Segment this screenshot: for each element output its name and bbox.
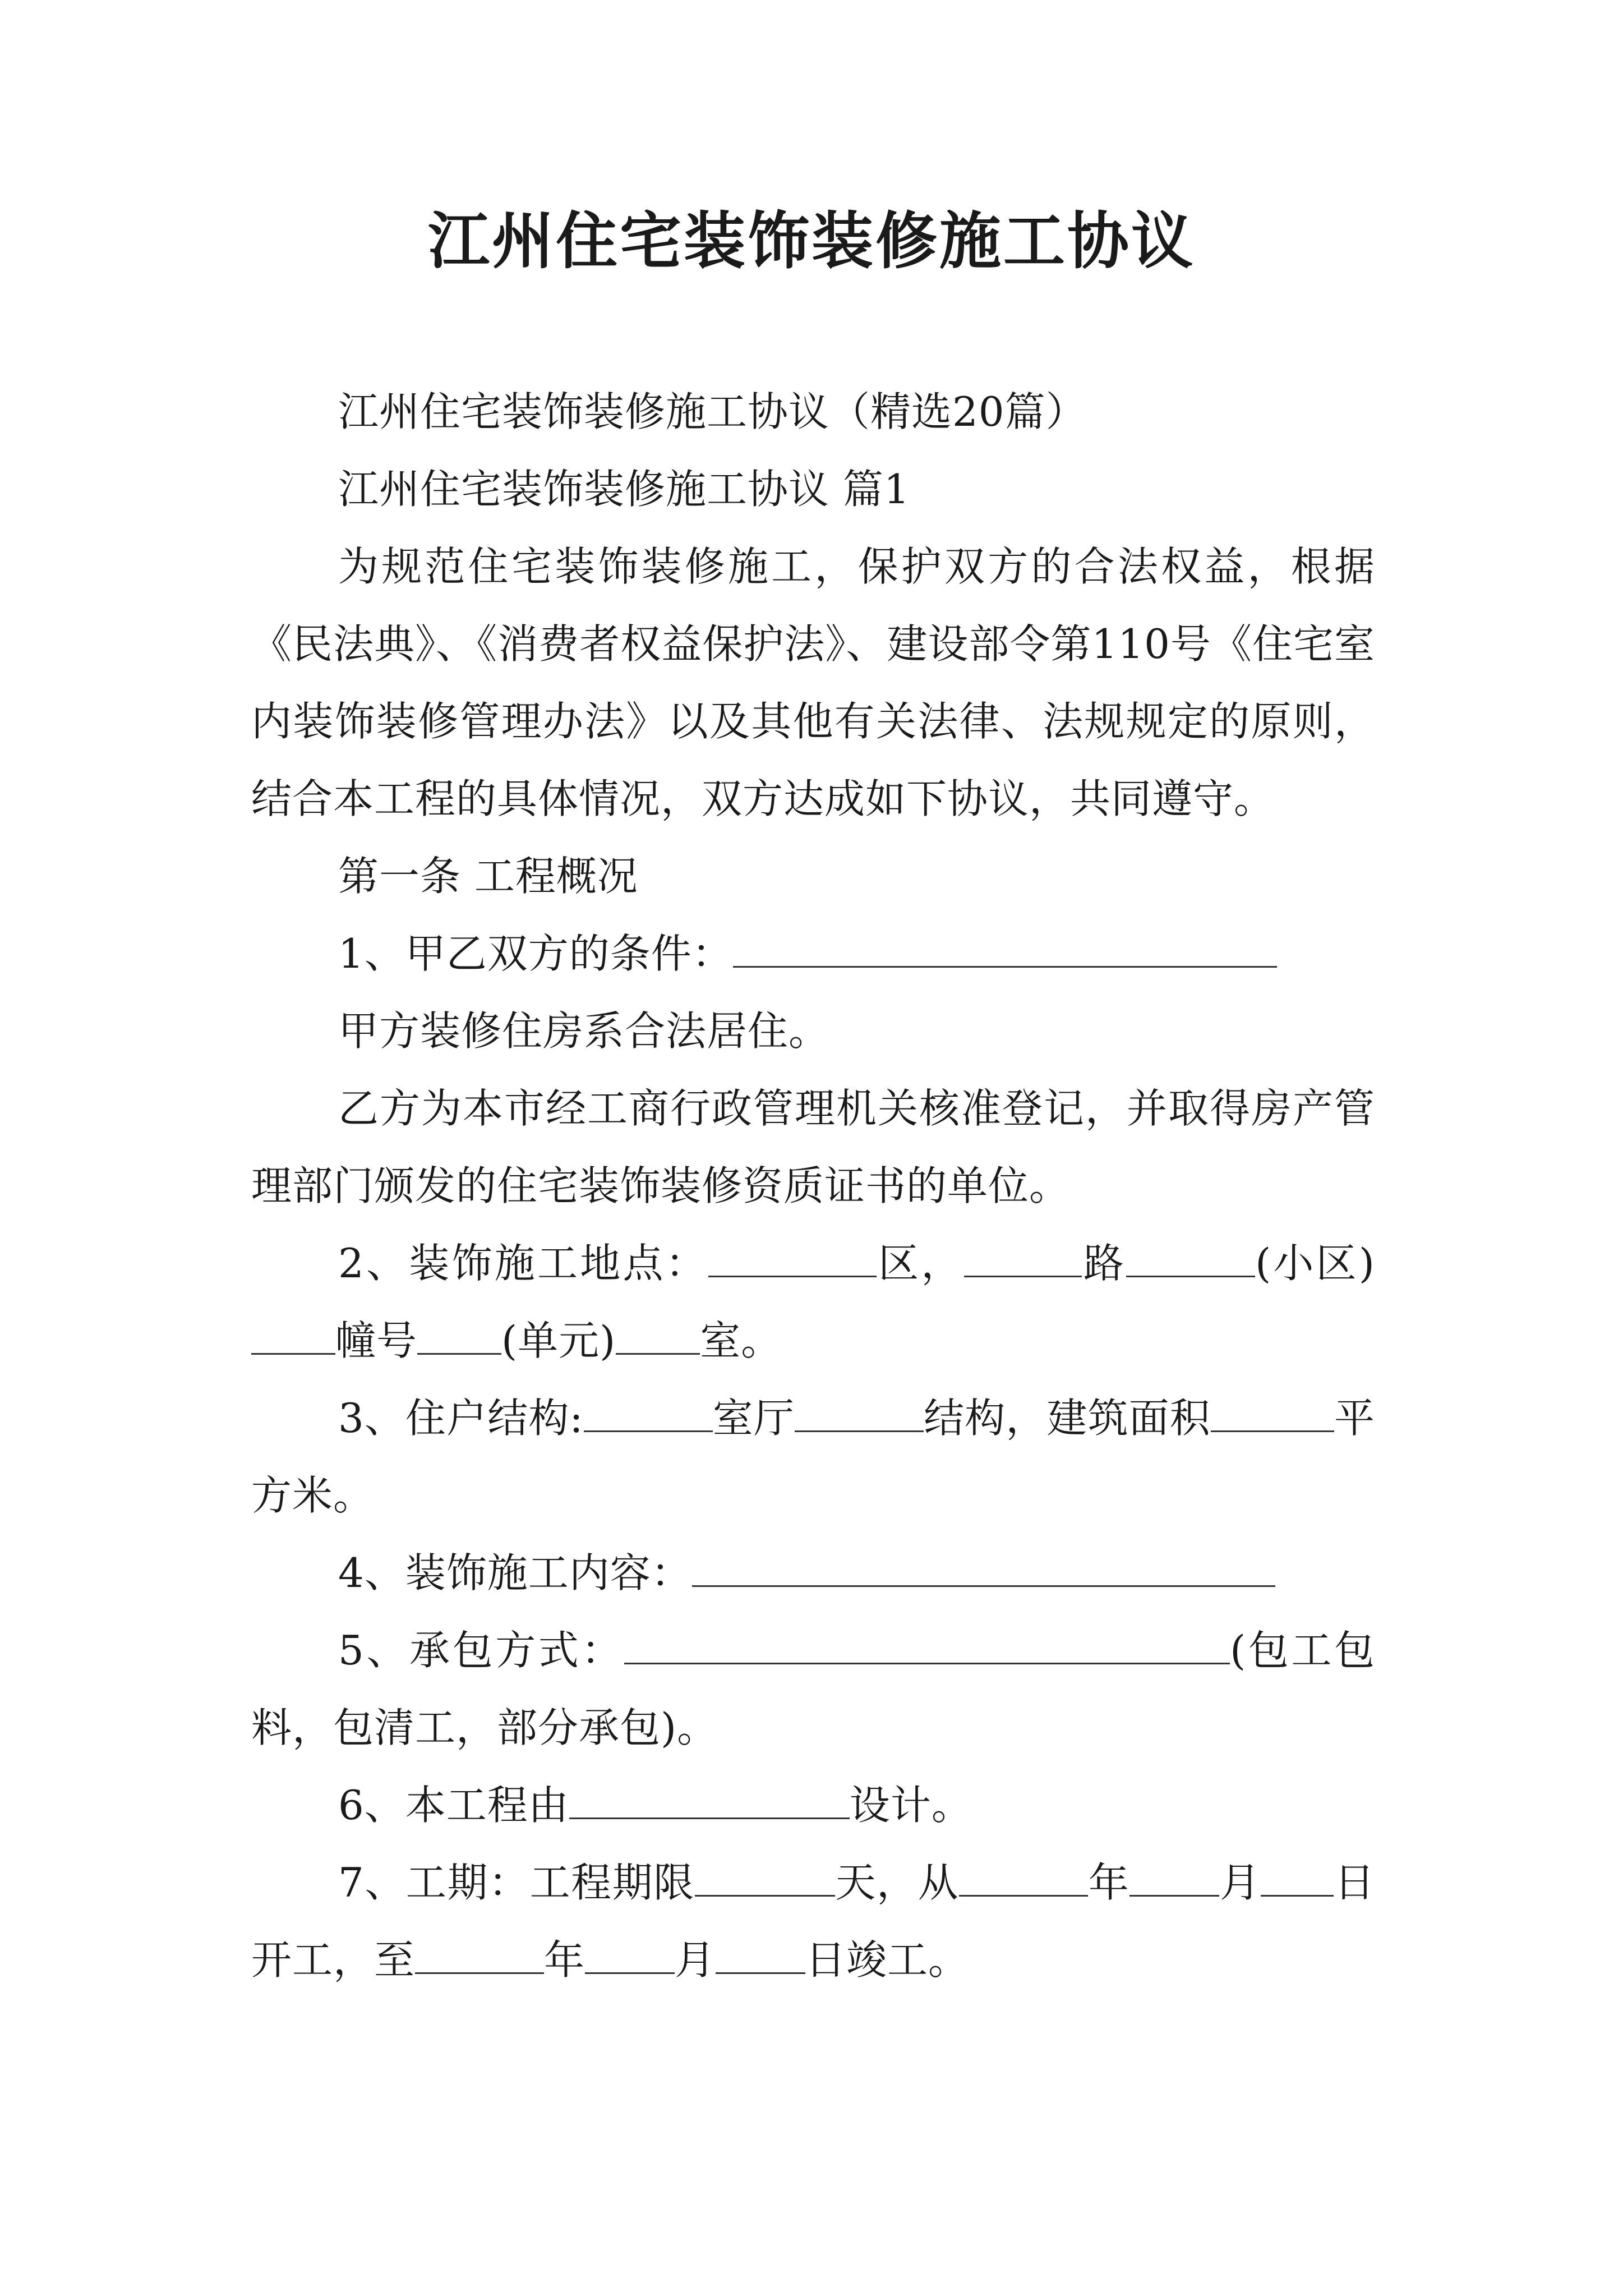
- party-a-paragraph: 甲方装修住房系合法居住。: [338, 1007, 830, 1055]
- intro-paragraph: 为规范住宅装饰装修施工，保护双方的合法权益，根据《民法典》、《消费者权益保护法》、建设部令第110号《住宅室内装饰装修管理办法》以及其他有关法律、法规规定的原则，结合本工程的具体情况，双方达成如下协议，共同遵守。: [251, 543, 1375, 822]
- rooms-blank[interactable]: [584, 1396, 713, 1432]
- item-7-text-4: 月: [1219, 1859, 1261, 1906]
- document-body: [251, 373, 1375, 1999]
- item-7-text-5: 日开工，至: [251, 1859, 1375, 1984]
- room-blank[interactable]: [616, 1318, 700, 1355]
- item-7-text-8: 日竣工。: [805, 1936, 970, 1984]
- item-7-text-2: 天，从: [834, 1859, 960, 1906]
- road-blank[interactable]: [964, 1241, 1082, 1277]
- item-3-text-1: 3、住户结构:: [338, 1395, 584, 1442]
- item-7-text-1: 7、工期：工程期限: [338, 1859, 695, 1906]
- item-2-text-6: (单元): [501, 1317, 616, 1364]
- item-5-text-2: (包工包料，包清工，部分承包)。: [251, 1627, 1375, 1751]
- item-4: [251, 1534, 1375, 1612]
- item-1: [251, 915, 1375, 992]
- section-heading: 江州住宅装饰装修施工协议 篇1: [338, 466, 910, 513]
- structure-blank[interactable]: [795, 1396, 924, 1432]
- building-number-blank[interactable]: [251, 1318, 335, 1355]
- community-blank[interactable]: [1126, 1241, 1255, 1277]
- item-4-label: 4、装饰施工内容：: [338, 1549, 692, 1596]
- floor-area-blank[interactable]: [1211, 1396, 1334, 1432]
- item-5: [251, 1612, 1375, 1766]
- item-2-text-3: 路: [1081, 1240, 1127, 1287]
- document-subtitle: 江州住宅装饰装修施工协议（精选20篇）: [338, 388, 1087, 435]
- item-6: [251, 1766, 1375, 1844]
- item-2-text-7: 室。: [700, 1317, 782, 1364]
- item-5-text-1: 5、承包方式：: [338, 1627, 625, 1674]
- designer-blank[interactable]: [569, 1783, 850, 1819]
- article-heading: 第一条 工程概况: [338, 853, 638, 900]
- start-month-blank[interactable]: [1129, 1860, 1219, 1897]
- item-3-text-3: 结构，建筑面积: [924, 1395, 1211, 1442]
- end-month-blank[interactable]: [585, 1938, 675, 1974]
- contract-method-blank[interactable]: [624, 1628, 1230, 1664]
- party-b-paragraph: 乙方为本市经工商行政管理机关核准登记，并取得房产管理部门颁发的住宅装饰装修资质证书的单位。: [251, 1085, 1375, 1209]
- end-day-blank[interactable]: [716, 1938, 805, 1974]
- item-7-text-3: 年: [1088, 1859, 1130, 1906]
- duration-days-blank[interactable]: [695, 1860, 835, 1897]
- item-1-label: 1、甲乙双方的条件：: [338, 930, 733, 977]
- start-year-blank[interactable]: [959, 1860, 1088, 1897]
- item-3: [251, 1379, 1375, 1534]
- item-7-text-6: 年: [544, 1936, 585, 1984]
- district-blank[interactable]: [708, 1241, 877, 1277]
- item-6-text-2: 设计。: [849, 1782, 972, 1829]
- end-year-blank[interactable]: [415, 1938, 544, 1974]
- document-title: 江州住宅装饰装修施工协议: [428, 205, 1195, 277]
- item-2-text-2: 区，: [876, 1240, 964, 1287]
- item-6-text-1: 6、本工程由: [338, 1782, 569, 1829]
- unit-blank[interactable]: [417, 1318, 501, 1355]
- item-2: [251, 1225, 1375, 1379]
- item-2-text-1: 2、装饰施工地点：: [338, 1240, 708, 1287]
- parties-conditions-blank[interactable]: [733, 931, 1277, 968]
- construction-content-blank[interactable]: [692, 1550, 1275, 1587]
- item-7: [251, 1844, 1375, 1999]
- item-2-text-4: (小区): [1255, 1240, 1375, 1287]
- item-3-text-2: 室厅: [712, 1395, 795, 1442]
- item-3-text-4: 平方米。: [251, 1395, 1375, 1519]
- start-day-blank[interactable]: [1261, 1860, 1334, 1897]
- item-7-text-7: 月: [675, 1936, 716, 1984]
- item-2-text-5: 幢号: [335, 1317, 418, 1364]
